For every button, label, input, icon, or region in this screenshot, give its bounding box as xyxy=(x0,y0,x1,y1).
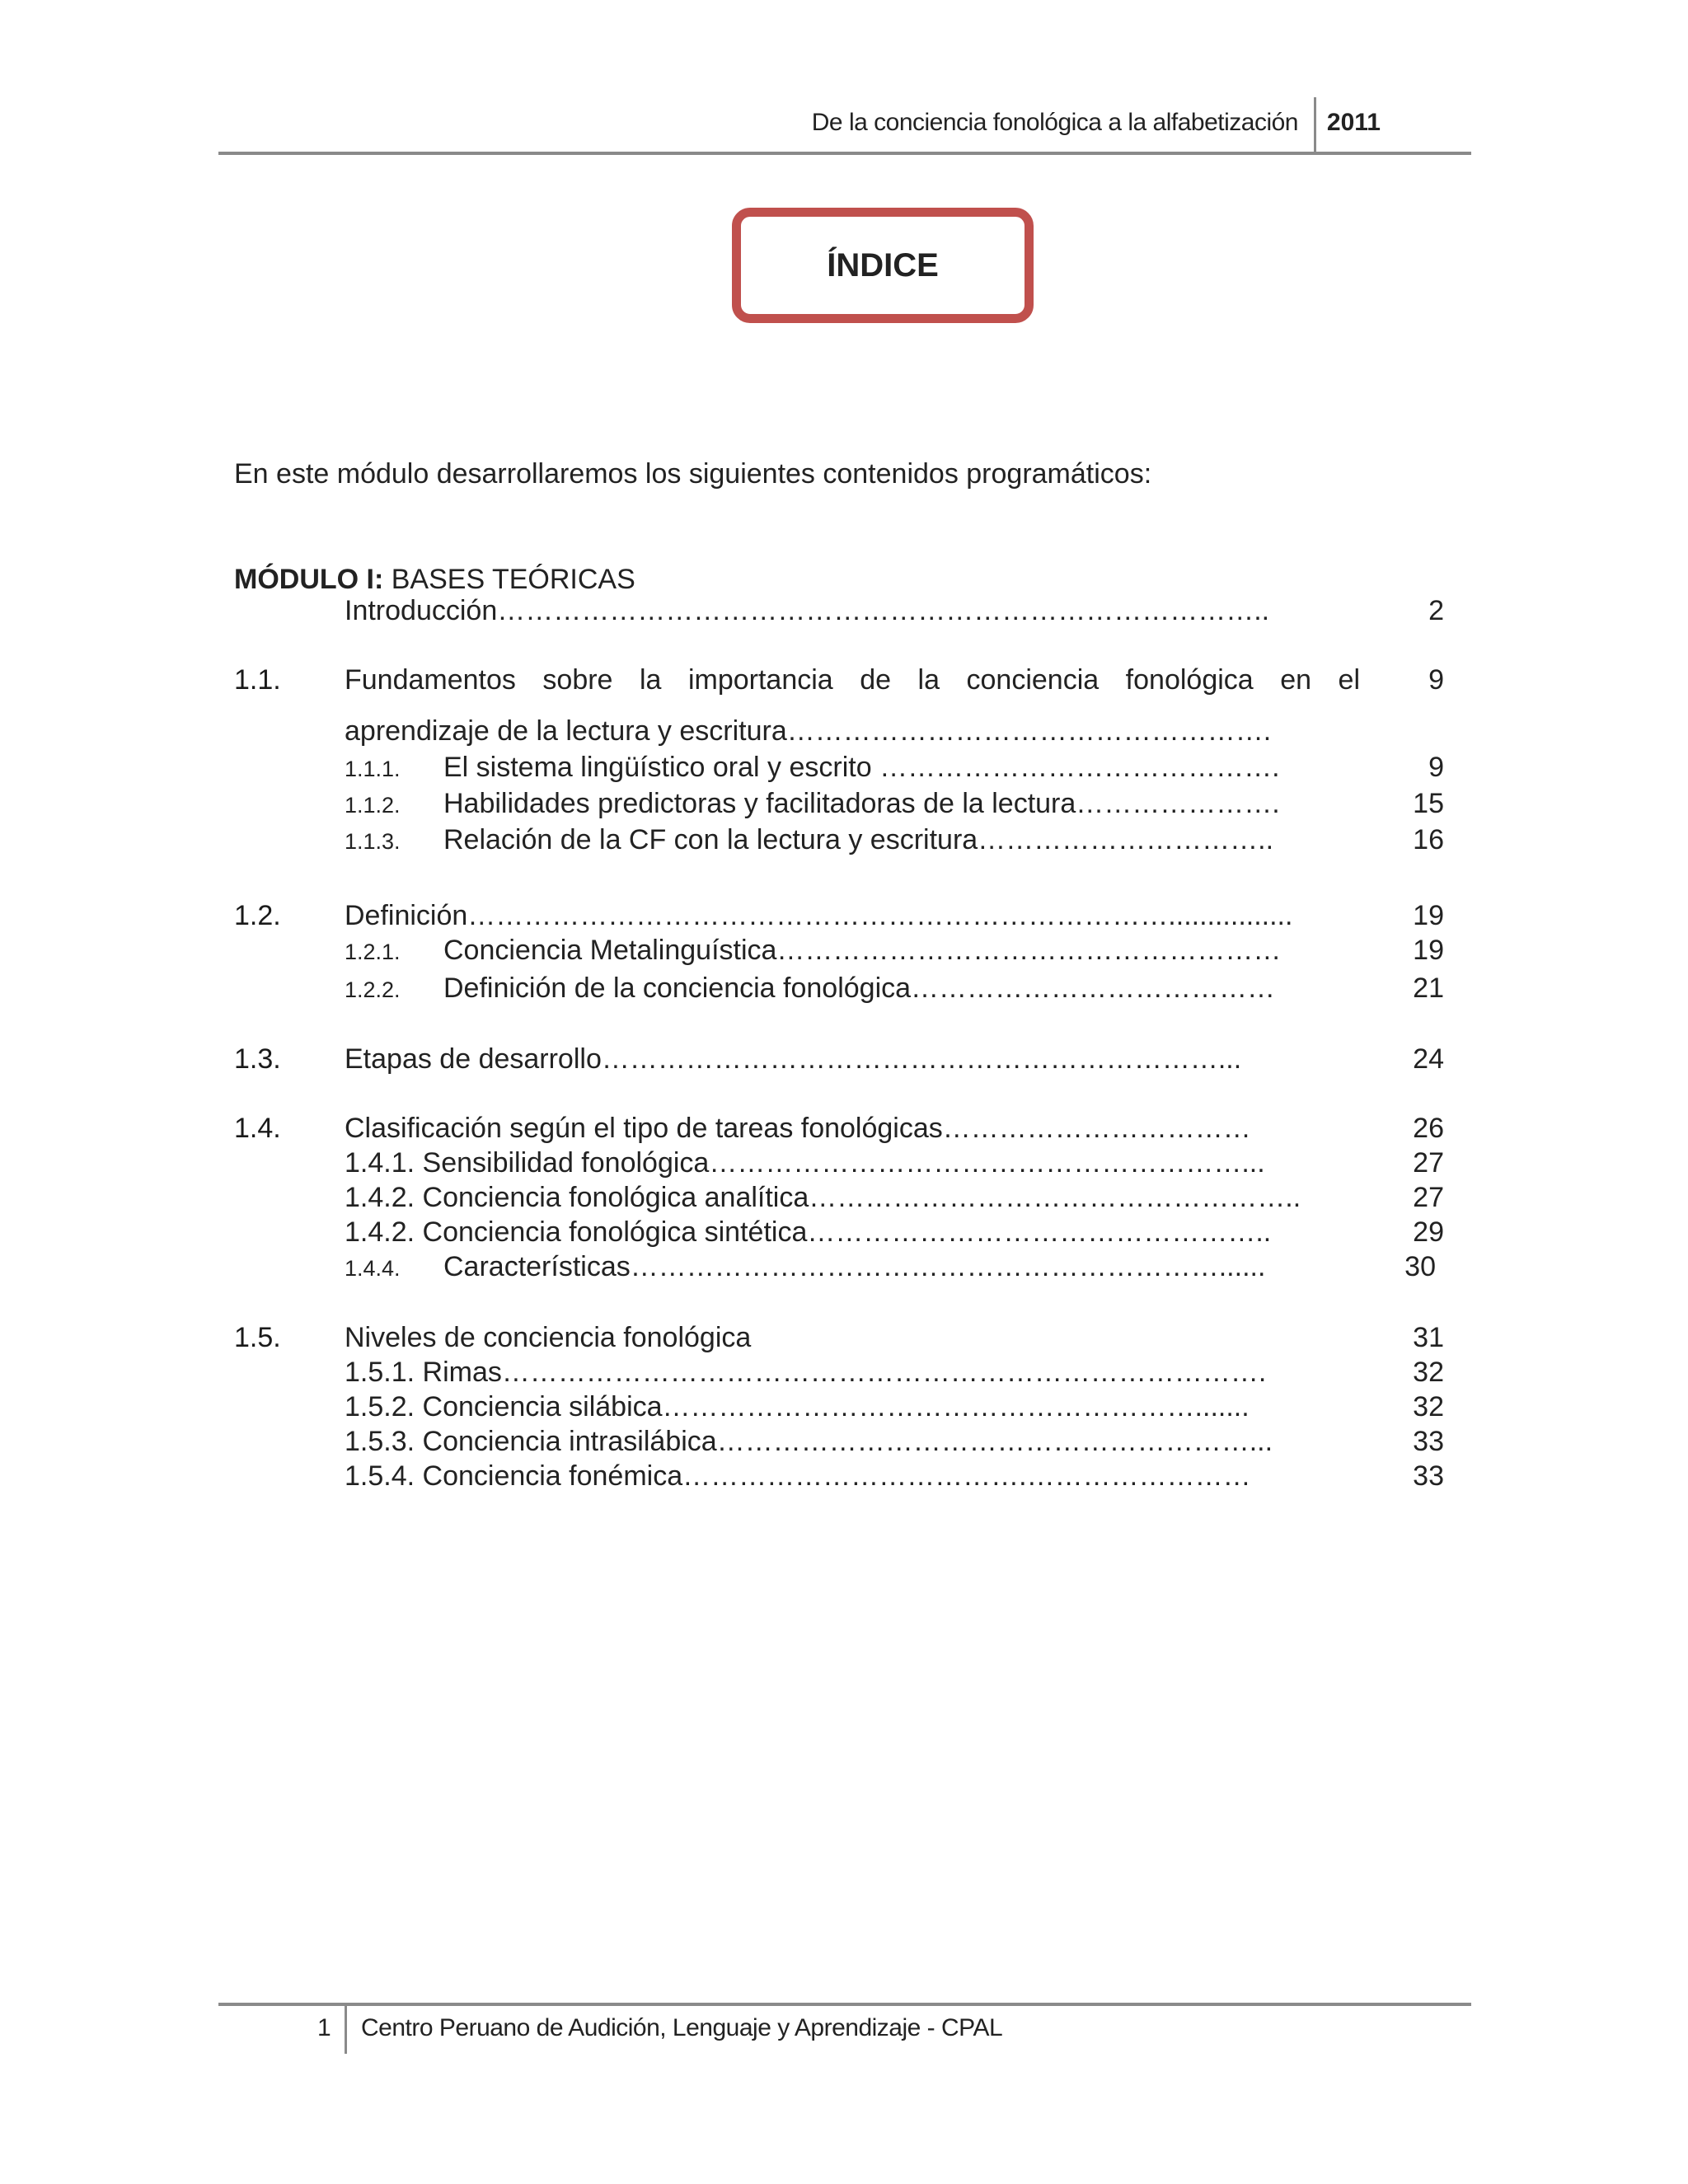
footer-text: Centro Peruano de Audición, Lenguaje y Aprendizaje - CPAL xyxy=(361,2014,1003,2041)
toc-num-1-1-2: 1.1.2. xyxy=(345,793,401,818)
toc-page-1-1: 9 xyxy=(1428,664,1444,696)
page-header xyxy=(218,97,1471,155)
toc-page-1-4: 26 xyxy=(1413,1113,1444,1144)
module-title: BASES TEÓRICAS xyxy=(383,564,635,595)
toc-entry-1-2-1[interactable]: Conciencia Metalinguística……………………………………………… xyxy=(443,935,1282,966)
footer-page-number: 1 xyxy=(317,2014,331,2041)
toc-page-1-4-2-analitica: 27 xyxy=(1413,1182,1444,1213)
toc-entry-1-5-4[interactable]: 1.5.4. Conciencia fonémica……………………………….…………………… xyxy=(345,1460,1251,1492)
toc-page-intro: 2 xyxy=(1428,595,1444,626)
header-title: De la conciencia fonológica a la alfabetización xyxy=(811,109,1298,136)
toc-page-1-5: 31 xyxy=(1413,1322,1444,1353)
toc-entry-1-1-line2[interactable]: aprendizaje de la lectura y escritura……………………………………………. xyxy=(345,715,1272,747)
toc-num-1-1-3: 1.1.3. xyxy=(345,829,401,854)
toc-num-1-1-1: 1.1.1. xyxy=(345,757,401,781)
header-divider xyxy=(1314,97,1316,152)
toc-entry-intro[interactable]: Introducción……………………………………………………………………….. xyxy=(345,595,1270,626)
toc-num-1-5: 1.5. xyxy=(234,1322,281,1353)
toc-num-1-4-4: 1.4.4. xyxy=(345,1256,401,1281)
toc-page-1-5-3: 33 xyxy=(1413,1426,1444,1457)
toc-page-1-2-1: 19 xyxy=(1413,935,1444,966)
header-year: 2011 xyxy=(1326,109,1381,136)
footer-divider xyxy=(345,2006,347,2054)
toc-entry-1-1-line1[interactable]: Fundamentos sobre la importancia de la conciencia fonológica en el xyxy=(345,664,1360,696)
toc-num-1-2: 1.2. xyxy=(234,900,281,931)
toc-page-1-5-2: 32 xyxy=(1413,1391,1444,1422)
toc-page-1-5-1: 32 xyxy=(1413,1357,1444,1388)
toc-page-1-4-1: 27 xyxy=(1413,1147,1444,1179)
index-title: ÍNDICE xyxy=(827,246,939,284)
toc-entry-1-5[interactable]: Niveles de conciencia fonológica xyxy=(345,1322,752,1353)
toc-entry-1-1-1[interactable]: El sistema lingüístico oral y escrito ……………………………………. xyxy=(443,752,1280,783)
toc-num-1-4: 1.4. xyxy=(234,1113,281,1144)
toc-num-1-2-2: 1.2.2. xyxy=(345,977,401,1002)
toc-num-1-3: 1.3. xyxy=(234,1043,281,1075)
index-title-box xyxy=(732,208,1034,323)
toc-entry-1-5-1[interactable]: 1.5.1. Rimas………………………………………………………………………. xyxy=(345,1357,1267,1388)
toc-page-1-1-3: 16 xyxy=(1413,824,1444,855)
toc-entry-1-2-2[interactable]: Definición de la conciencia fonológica………………………………… xyxy=(443,972,1276,1004)
toc-page-1-2-2: 21 xyxy=(1413,972,1444,1004)
toc-entry-1-1-2[interactable]: Habilidades predictoras y facilitadoras de la lectura…………………. xyxy=(443,788,1280,819)
toc-page-1-2: 19 xyxy=(1413,900,1444,931)
toc-page-1-4-4: 30 xyxy=(1404,1251,1436,1282)
module-heading xyxy=(234,564,635,596)
toc-entry-1-4-2-analitica[interactable]: 1.4.2. Conciencia fonológica analítica…………………………………………….. xyxy=(345,1182,1301,1213)
toc-entry-1-4-2-sintetica[interactable]: 1.4.2. Conciencia fonológica sintética………………………………………….. xyxy=(345,1216,1272,1248)
toc-entry-1-1-3[interactable]: Relación de la CF con la lectura y escritura………………………….. xyxy=(443,824,1274,855)
toc-entry-1-4[interactable]: Clasificación según el tipo de tareas fonológicas…………………………… xyxy=(345,1113,1251,1144)
toc-page-1-4-2-sintetica: 29 xyxy=(1413,1216,1444,1248)
toc-entry-1-3[interactable]: Etapas de desarrollo…………………………………………………………... xyxy=(345,1043,1242,1075)
toc-num-1-2-1: 1.2.1. xyxy=(345,940,401,964)
module-label: MÓDULO I: xyxy=(234,564,384,595)
toc-num-1-1: 1.1. xyxy=(234,664,281,696)
toc-entry-1-4-4[interactable]: Características………………………………………………………...... xyxy=(443,1251,1266,1282)
intro-text: En este módulo desarrollaremos los siguientes contenidos programáticos: xyxy=(234,458,1152,490)
toc-entry-1-5-2[interactable]: 1.5.2. Conciencia silábica…………………………………………………....... xyxy=(345,1391,1250,1422)
toc-entry-1-5-3[interactable]: 1.5.3. Conciencia intrasilábica…………………………………………………... xyxy=(345,1426,1273,1457)
toc-page-1-5-4: 33 xyxy=(1413,1460,1444,1492)
toc-page-1-1-2: 15 xyxy=(1413,788,1444,819)
toc-page-1-1-1: 9 xyxy=(1428,752,1444,783)
toc-entry-1-4-1[interactable]: 1.4.1. Sensibilidad fonológica…………………………………………………... xyxy=(345,1147,1265,1179)
toc-entry-1-2[interactable]: Definición…………………………………………………………………................ xyxy=(345,900,1293,931)
footer-rule xyxy=(218,2003,1471,2006)
toc-page-1-3: 24 xyxy=(1413,1043,1444,1075)
